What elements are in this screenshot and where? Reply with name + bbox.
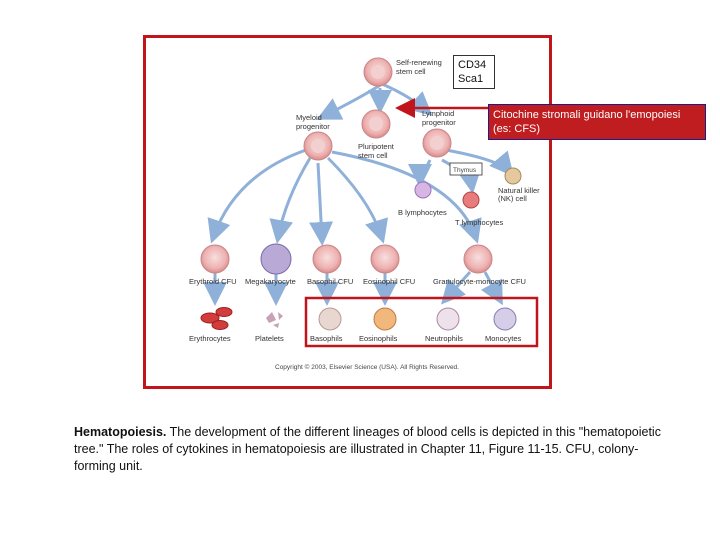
nk-cell — [505, 168, 521, 184]
lymphoid-progenitor-label: progenitor — [422, 118, 456, 127]
sca1-text: Sca1 — [458, 73, 484, 85]
cd34-text: CD34 — [458, 59, 487, 71]
monocyte-cell — [494, 308, 516, 330]
myeloid-label: Myeloid — [296, 113, 322, 122]
lineage-arrows — [213, 84, 510, 300]
eosinophil-cell — [374, 308, 396, 330]
b-lymphocytes-label: B lymphocytes — [398, 208, 447, 217]
t-lymphocytes-label: T lymphocytes — [455, 218, 504, 227]
pluripotent-stem-cell-label: stem cell — [358, 151, 388, 160]
cd34-callout — [453, 55, 495, 89]
b-lymphocyte-cell — [415, 182, 431, 198]
copyright-notice: Copyright © 2003, Elsevier Science (USA). All Rights Reserved. — [275, 364, 459, 371]
gm-cfu-cell — [464, 245, 492, 273]
basophil-cell — [319, 308, 341, 330]
megakaryocyte-cell — [261, 244, 291, 274]
platelets-label: Platelets — [255, 334, 284, 343]
basophils-label: Basophils — [310, 334, 343, 343]
nk-cell-label: (NK) cell — [498, 194, 527, 203]
erythrocytes-cells — [212, 321, 228, 330]
erythrocytes-label: Erythrocytes — [189, 334, 231, 343]
eosinophils-label: Eosinophils — [359, 334, 398, 343]
eosinophil-cfu-cell — [371, 245, 399, 273]
erythroid-cfu-cell — [201, 245, 229, 273]
monocytes-label: Monocytes — [485, 334, 522, 343]
eosinophil-cfu-label: Eosinophil CFU — [363, 277, 416, 286]
stromal-cytokines-callout — [488, 104, 706, 140]
lymphoid-label: Lymphoid — [422, 109, 455, 118]
gm-cfu-label: Granulocyte-monocyte CFU — [433, 277, 526, 286]
cells — [201, 58, 521, 330]
nk-label: Natural killer — [498, 186, 540, 195]
myeloid-progenitor-label: progenitor — [296, 122, 330, 131]
basophil-cfu-cell — [313, 245, 341, 273]
basophil-cfu-label: Basophil CFU — [307, 277, 354, 286]
t-lymphocyte-cell — [463, 192, 479, 208]
erythroid-cfu-label: Erythroid CFU — [189, 277, 237, 286]
pluripotent-label: Pluripotent — [358, 142, 394, 151]
platelets-cells — [266, 312, 283, 328]
self-renewing-label: Self-renewing — [396, 58, 442, 67]
stromal-example-text: (es: CFS) — [493, 123, 541, 135]
neutrophils-label: Neutrophils — [425, 334, 463, 343]
caption-body: The development of the different lineages of blood cells is depicted in this "hematopoietic tree." The roles of cytokines in hematopoiesis are illustrated in Chapter 11, Figure 11-15. CFU, colony-forming unit. — [74, 425, 661, 473]
thymus-label: Thymus — [453, 167, 477, 174]
megakaryocyte-label: Megakaryocyte — [245, 277, 296, 286]
stem-cell-label: stem cell — [396, 67, 426, 76]
figure-caption — [74, 424, 674, 475]
stromal-cytokines-text: Citochine stromali guidano l'emopoiesi — [493, 109, 681, 121]
neutrophil-cell — [437, 308, 459, 330]
caption-title: Hematopoiesis. — [74, 425, 167, 439]
